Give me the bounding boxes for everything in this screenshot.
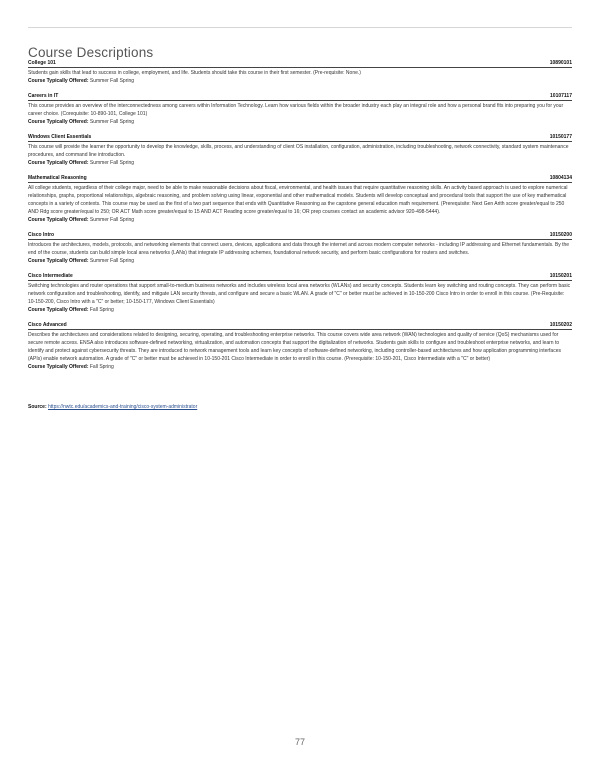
course-code: 10150177 xyxy=(549,134,572,140)
offered-label: Course Typically Offered: xyxy=(28,78,89,84)
course-header xyxy=(28,134,572,142)
source-line xyxy=(28,404,197,410)
course-offered xyxy=(28,306,572,314)
course-name: Cisco Intermediate xyxy=(28,273,73,279)
course-description: This course will provide the learner the opportunity to develop the knowledge, skills, process, and understanding of client OS installation, configuration, administration, including troubleshooting, network connectivity, standard system maintenance procedures, and command line introduction. xyxy=(28,144,569,158)
offered-label: Course Typically Offered: xyxy=(28,119,89,125)
course-cisco-advanced xyxy=(28,322,572,371)
course-description: All college students, regardless of their college major, need to be able to make reasonable decisions about fiscal, environmental, and health issues that require quantitative reasoning skills. An activity based approach is used to explore numerical relationships, graphs, proportional relationships, algebraic reasoning, and problem solving using linear, exponential and other mathematical models. Students will develop conceptual and procedural tools that support the use of key mathematical concepts in a variety of contexts. This course may be used as the first of a two part sequence that ends with Quantitative Reasoning as the capstone general education math requirement. (Prerequisite: Next Gen Arith score greater/equal to 250 AND Rdg score greater/equal to 250; OR ACT Math score greater/equal to 15 AND ACT Reading score greater/equal to 16; OR prep courses contact an academic advisor 920-498-5444). xyxy=(28,185,568,215)
source-label: Source: xyxy=(28,404,47,410)
course-offered xyxy=(28,77,572,85)
course-code: 10150200 xyxy=(549,232,572,238)
page-number: 77 xyxy=(294,737,305,747)
course-description: Introduces the architectures, models, protocols, and networking elements that connect users, devices, applications and data through the internet and across modern computer networks - including IP addressing and Ethernet fundamentals. By the end of the course, students can build simple local area networks (LANs) that integrate IP addressing schemes, foundational network security, and perform basic configurations for routers and switches. xyxy=(28,242,570,256)
offered-terms: Fall Spring xyxy=(89,364,114,370)
course-description: This course provides an overview of the interconnectedness among careers within Information Technology. Learn how various fields within the broader industry each play an integral role and how a personal brand fits into preparing you for your career choice. (Corequisite: 10-890-101, College 101) xyxy=(28,103,564,117)
offered-terms: Summer Fall Spring xyxy=(89,78,135,84)
course-list xyxy=(28,60,572,379)
course-name: Cisco Advanced xyxy=(28,322,67,328)
course-offered xyxy=(28,363,572,371)
course-offered xyxy=(28,118,572,126)
offered-terms: Summer Fall Spring xyxy=(89,119,135,125)
offered-label: Course Typically Offered: xyxy=(28,364,89,370)
course-code: 10804134 xyxy=(549,175,572,181)
course-name: Cisco Intro xyxy=(28,232,55,238)
course-name: Mathematical Reasoning xyxy=(28,175,87,181)
course-code: 10890101 xyxy=(549,60,572,66)
course-cisco-intro xyxy=(28,232,572,265)
course-cisco-intermediate xyxy=(28,273,572,314)
offered-label: Course Typically Offered: xyxy=(28,217,89,223)
course-windows-client-essentials xyxy=(28,134,572,167)
course-description: Describes the architectures and considerations related to designing, securing, operating, and troubleshooting enterprise networks. This course covers wide area network (WAN) technologies and quality of service (QoS) mechanisms used for secure remote access. ENSA also introduces software-defined networking, virtualization, and automation concepts that support the digitalization of networks. Students gain skills to configure and troubleshoot enterprise networks, and learn to identify and protect against cybersecurity threats. They are introduced to network management tools and learn key concepts of software-defined networking, including controller-based architectures and how application programming interfaces (APIs) enable network automation. A grade of "C" or better must be achieved in 10-150-201 Cisco Intermediate in order to enroll in this course. (Prerequisite: 10-150-201, Cisco Intermediate with a "C" or better) xyxy=(28,332,561,362)
offered-terms: Summer Fall Spring xyxy=(89,258,135,264)
offered-terms: Fall Spring xyxy=(89,307,114,313)
top-divider xyxy=(28,27,572,28)
course-offered xyxy=(28,159,572,167)
offered-terms: Summer Fall Spring xyxy=(89,160,135,166)
course-code: 10150201 xyxy=(549,273,572,279)
course-name: Careers in IT xyxy=(28,93,59,99)
course-header xyxy=(28,93,572,101)
course-code: 10150202 xyxy=(549,322,572,328)
offered-label: Course Typically Offered: xyxy=(28,160,89,166)
course-name: Windows Client Essentials xyxy=(28,134,92,140)
offered-label: Course Typically Offered: xyxy=(28,307,89,313)
offered-label: Course Typically Offered: xyxy=(28,258,89,264)
offered-terms: Summer Fall Spring xyxy=(89,217,135,223)
course-name: College 101 xyxy=(28,60,56,66)
course-code: 10107117 xyxy=(550,93,572,99)
course-header xyxy=(28,232,572,240)
course-header xyxy=(28,273,572,281)
page-title: Course Descriptions xyxy=(28,45,154,61)
course-description: Students gain skills that lead to success in college, employment, and life. Students should take this course in their first semester. (Pre-requisite: None.) xyxy=(28,70,361,76)
course-header xyxy=(28,60,572,68)
course-offered xyxy=(28,216,572,224)
course-careers-in-it xyxy=(28,93,572,126)
course-description: Switching technologies and router operations that support small-to-medium business networks and includes wireless local area networks (WLANs) and security concepts. Students learn key switching and routing concepts. They can perform basic network configuration and troubleshooting, identify, and mitigate LAN security threats, and configure and secure a basic WLAN. A grade of "C" or better must be achieved in 10-150-200 Cisco Intro in order to enroll in this course. (Pre-Requisite: 10-150-200, Cisco Intro with a "C" or better; 10-150-177, Windows Client Essentials) xyxy=(28,283,571,305)
source-link[interactable]: https://nwtc.edu/academics-and-training/cisco-system-administrator xyxy=(48,404,198,410)
course-mathematical-reasoning xyxy=(28,175,572,224)
course-college-101 xyxy=(28,60,572,85)
course-header xyxy=(28,175,572,183)
course-header xyxy=(28,322,572,330)
course-offered xyxy=(28,257,572,265)
